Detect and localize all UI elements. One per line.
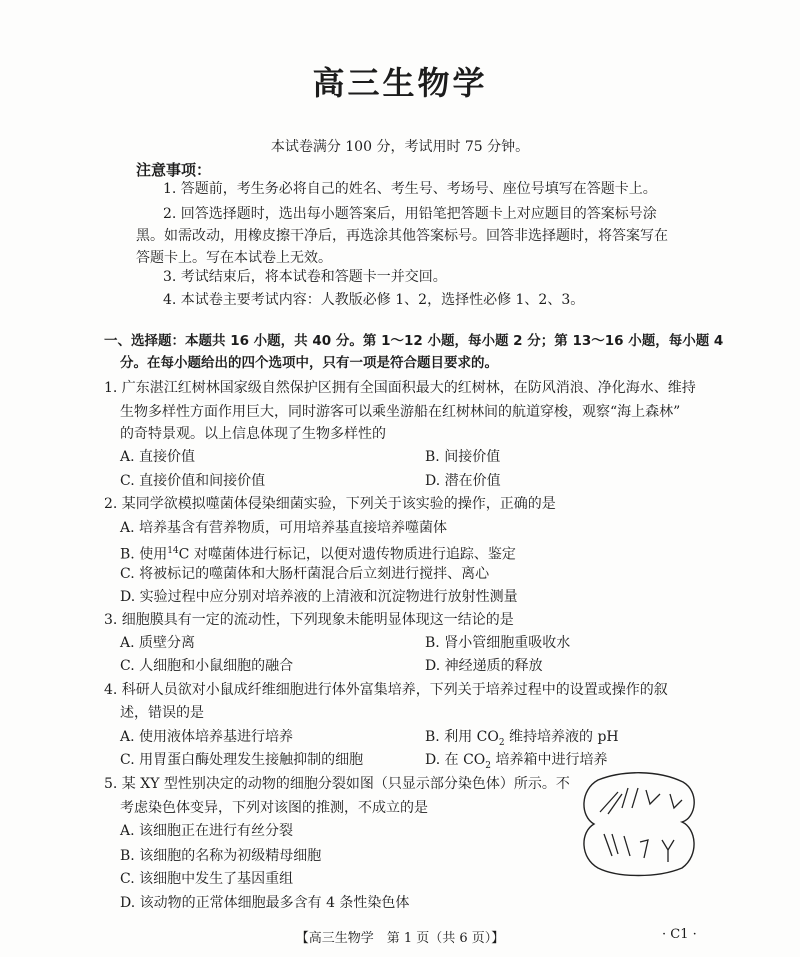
cell-division-figure [578, 770, 700, 878]
q5-stem-line1: 5. 某 XY 型性别决定的动物的细胞分裂如图（只显示部分染色体）所示。不 [104, 776, 570, 792]
q4-option-d-prefix: D. 在 CO [425, 752, 486, 768]
q5-option-a: A. 该细胞正在进行有丝分裂 [120, 823, 294, 839]
section-heading-line1: 一、选择题：本题共 16 小题，共 40 分。第 1～12 小题，每小题 2 分；第 13～16 小题，每小题 4 [104, 333, 724, 349]
chromosome [608, 794, 622, 814]
q2-option-b [120, 540, 516, 566]
notice-item-2c: 答题卡上。写在本试卷上无效。 [136, 250, 332, 266]
q4-option-d-text: 培养箱中进行培养 [491, 752, 608, 768]
q2-option-a: A. 培养基含有营养物质，可用培养基直接培养噬菌体 [120, 520, 448, 536]
q3-option-b: B. 肾小管细胞重吸收水 [425, 635, 571, 651]
q2-option-c: C. 将被标记的噬菌体和大肠杆菌混合后立刻进行搅拌、离心 [120, 566, 490, 582]
q3-stem: 3. 细胞膜具有一定的流动性，下列现象未能明显体现这一结论的是 [104, 612, 514, 628]
q1-stem-line3: 的奇特景观。以上信息体现了生物多样性的 [120, 426, 386, 442]
notice-item-3: 3. 考试结束后，将本试卷和答题卡一并交回。 [163, 269, 447, 285]
q2-option-b-isotope: 14 [167, 546, 179, 556]
q4-stem-line2: 述，错误的是 [120, 705, 204, 721]
q4-option-c: C. 用胃蛋白酶处理发生接触抑制的细胞 [120, 752, 364, 768]
notice-item-2a: 2. 回答选择题时，选出每小题答案后，用铅笔把答题卡上对应题目的答案标号涂 [163, 206, 657, 222]
q4-option-a: A. 使用液体培养基进行培养 [120, 729, 294, 745]
chromosomes-bottom [604, 834, 674, 862]
exam-info: 本试卷满分 100 分，考试用时 75 分钟。 [270, 139, 530, 155]
q3-option-a: A. 质壁分离 [120, 635, 196, 651]
q3-option-d: D. 神经递质的释放 [425, 658, 543, 674]
q5-option-c: C. 该细胞中发生了基因重组 [120, 871, 294, 887]
chromosome [604, 834, 612, 856]
page-footer: 【高三生物学 第 1 页（共 6 页）】 [295, 931, 505, 946]
q4-option-d-subscript: 2 [485, 760, 491, 771]
chromosome [640, 840, 648, 858]
chromosome [612, 834, 618, 854]
notice-item-4: 4. 本试卷主要考试内容：人教版必修 1、2，选择性必修 1、2、3。 [163, 292, 585, 308]
paper-code: · C1 · [662, 927, 697, 942]
q3-option-c: C. 人细胞和小鼠细胞的融合 [120, 658, 294, 674]
q1-stem-line1: 1. 广东湛江红树林国家级自然保护区拥有全国面积最大的红树林，在防风消浪、净化海水、维持 [104, 380, 696, 396]
chromosome [600, 792, 618, 812]
notice-heading: 注意事项： [136, 161, 212, 179]
q2-option-b-prefix: B. 使用 [120, 546, 168, 563]
q4-stem-line1: 4. 科研人员欲对小鼠成纤维细胞进行体外富集培养，下列关于培养过程中的设置或操作的叙 [104, 682, 668, 698]
q5-stem-line2: 考虑染色体变异，下列对该图的推测，不成立的是 [120, 800, 428, 816]
cell-membrane [584, 773, 694, 876]
q4-option-b-text: 维持培养液的 pH [504, 729, 619, 745]
q2-option-d: D. 实验过程中应分别对培养液的上清液和沉淀物进行放射性测量 [120, 589, 518, 605]
chromosome [662, 840, 674, 850]
q5-option-d: D. 该动物的正常体细胞最多含有 4 条性染色体 [120, 895, 410, 911]
chromosome [670, 794, 682, 808]
q4-option-b-subscript: 2 [498, 737, 505, 748]
chromosome [622, 788, 628, 808]
chromosomes-top [600, 788, 682, 814]
q1-option-d: D. 潜在价值 [425, 473, 501, 489]
page-title: 高三生物学 [312, 64, 488, 102]
notice-item-1: 1. 答题前，考生务必将自己的姓名、考生号、考场号、座位号填写在答题卡上。 [163, 181, 657, 197]
q1-option-b: B. 间接价值 [425, 449, 501, 465]
q4-option-b-prefix: B. 利用 CO [425, 729, 499, 745]
chromosome [624, 836, 630, 856]
notice-item-2b: 黑。如需改动，用橡皮擦干净后，再选涂其他答案标号。回答非选择题时，将答案写在 [136, 228, 668, 244]
chromosome [646, 790, 660, 804]
q2-stem: 2. 某同学欲模拟噬菌体侵染细菌实验，下列关于该实验的操作，正确的是 [104, 496, 556, 512]
q5-option-b: B. 该细胞的名称为初级精母细胞 [120, 848, 322, 864]
section-heading-line2: 分。在每小题给出的四个选项中，只有一项是符合题目要求的。 [120, 355, 498, 371]
q1-option-c: C. 直接价值和间接价值 [120, 473, 266, 489]
q1-stem-line2: 生物多样性方面作用巨大，同时游客可以乘坐游船在红树林间的航道穿梭，观察“海上森林” [120, 404, 681, 420]
q1-option-a: A. 直接价值 [120, 449, 196, 465]
q2-option-b-text: C 对噬菌体进行标记，以便对遗传物质进行追踪、鉴定 [178, 546, 516, 563]
chromosome [632, 788, 638, 808]
